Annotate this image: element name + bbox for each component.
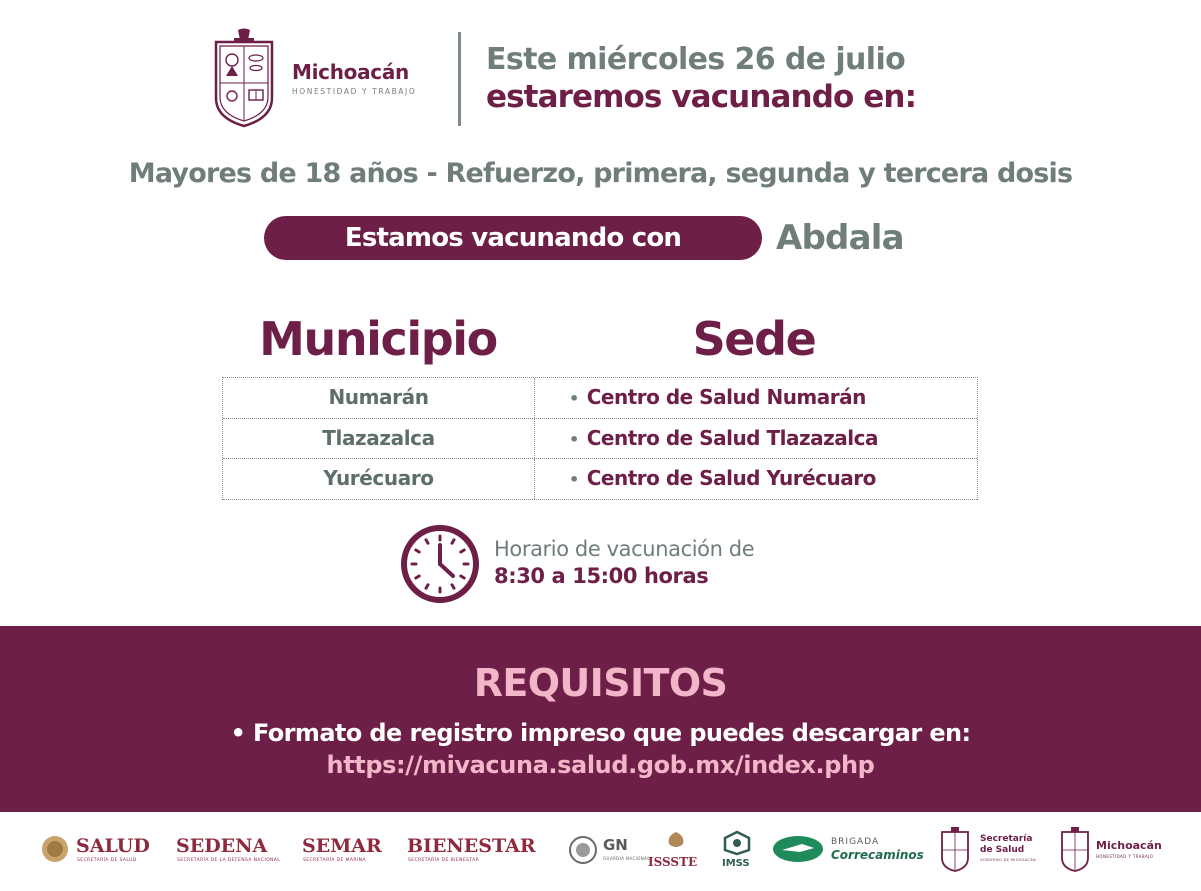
sede-text: Centro de Salud Numarán xyxy=(586,385,866,409)
michoacan-brand xyxy=(292,60,416,96)
logo-semar: SEMAR xyxy=(302,835,382,857)
requirements-title: REQUISITOS xyxy=(473,661,728,705)
logo-sedena: SEDENA xyxy=(176,835,268,857)
sede-header: Sede xyxy=(692,312,816,366)
sede-cell xyxy=(535,378,977,418)
logo-brigada: BRIGADA xyxy=(831,837,880,847)
logo-salud: SALUD xyxy=(76,835,150,857)
audience-line: Mayores de 18 años - Refuerzo, primera, segunda y tercera dosis xyxy=(128,158,1073,189)
schedule-label: Horario de vacunación de xyxy=(494,537,755,561)
vaccine-pill: Estamos vacunando con xyxy=(264,216,762,260)
guardia-nacional-icon xyxy=(568,835,598,865)
logo-imss: IMSS xyxy=(722,858,750,869)
requirements-url[interactable]: https://mivacuna.salud.gob.mx/index.php xyxy=(326,751,875,779)
schedule-hours: 8:30 a 15:00 horas xyxy=(494,564,709,588)
issste-icon xyxy=(663,830,689,852)
headline xyxy=(486,42,916,116)
logo-correcaminos: Correcaminos xyxy=(831,848,924,862)
michoacan-shield-icon xyxy=(212,28,276,128)
requirements-band xyxy=(0,626,1201,812)
table-row xyxy=(223,419,977,460)
sede-cell xyxy=(535,459,977,499)
schedule xyxy=(494,536,754,590)
logo-de-salud: de Salud xyxy=(980,845,1025,855)
logo-secretaria: Secretaría xyxy=(980,834,1033,844)
logo-michoacan-sub: HONESTIDAD Y TRABAJO xyxy=(1096,854,1154,859)
sede-text: Centro de Salud Tlazazalca xyxy=(586,425,878,450)
sites-table xyxy=(222,377,978,500)
sede-text: Centro de Salud Yurécuaro xyxy=(586,466,876,490)
header xyxy=(212,28,1012,128)
headline-action: estaremos vacunando en: xyxy=(486,79,917,115)
headline-date: Este miércoles 26 de julio xyxy=(486,42,906,77)
municipio-cell: Numarán xyxy=(223,378,535,418)
logo-sedena-sub: SECRETARÍA DE LA DEFENSA NACIONAL xyxy=(177,858,281,863)
sede-cell xyxy=(535,419,977,459)
logo-gn: GN xyxy=(603,836,628,854)
logo-secretaria-sub: GOBIERNO DE MICHOACÁN xyxy=(980,858,1037,862)
header-divider xyxy=(458,32,461,126)
bullet-icon: • xyxy=(569,429,579,449)
municipio-cell: Yurécuaro xyxy=(223,459,535,499)
brand-name: Michoacán xyxy=(292,60,409,84)
logo-michoacan: Michoacán xyxy=(1096,839,1162,852)
logo-bienestar: BIENESTAR xyxy=(407,835,536,857)
footer-logos xyxy=(0,812,1201,891)
imss-icon xyxy=(722,830,752,856)
logo-bienestar-sub: SECRETARÍA DE BIENESTAR xyxy=(408,858,480,863)
michoacan-footer-shield-icon xyxy=(1060,826,1090,872)
clock-icon xyxy=(400,524,480,604)
table-row xyxy=(223,459,977,500)
logo-semar-sub: SECRETARÍA DE MARINA xyxy=(303,858,366,863)
logo-gn-sub: GUARDIA NACIONAL xyxy=(603,856,650,861)
brand-tagline: HONESTIDAD Y TRABAJO xyxy=(292,87,417,96)
table-row xyxy=(223,378,977,419)
requirements-item: • Formato de registro impreso que puedes descargar en: xyxy=(230,719,971,747)
correcaminos-icon xyxy=(772,834,824,864)
bullet-icon: • xyxy=(569,470,579,489)
municipio-cell: Tlazazalca xyxy=(223,419,535,459)
vaccine-name: Abdala xyxy=(776,218,904,258)
municipio-header: Municipio xyxy=(259,312,497,366)
logo-salud-sub: SECRETARÍA DE SALUD xyxy=(77,858,137,863)
secretaria-shield-icon xyxy=(940,826,970,872)
bullet-icon: • xyxy=(569,389,579,408)
logo-issste: ISSSTE xyxy=(648,855,698,869)
mexico-eagle-icon xyxy=(40,834,70,864)
